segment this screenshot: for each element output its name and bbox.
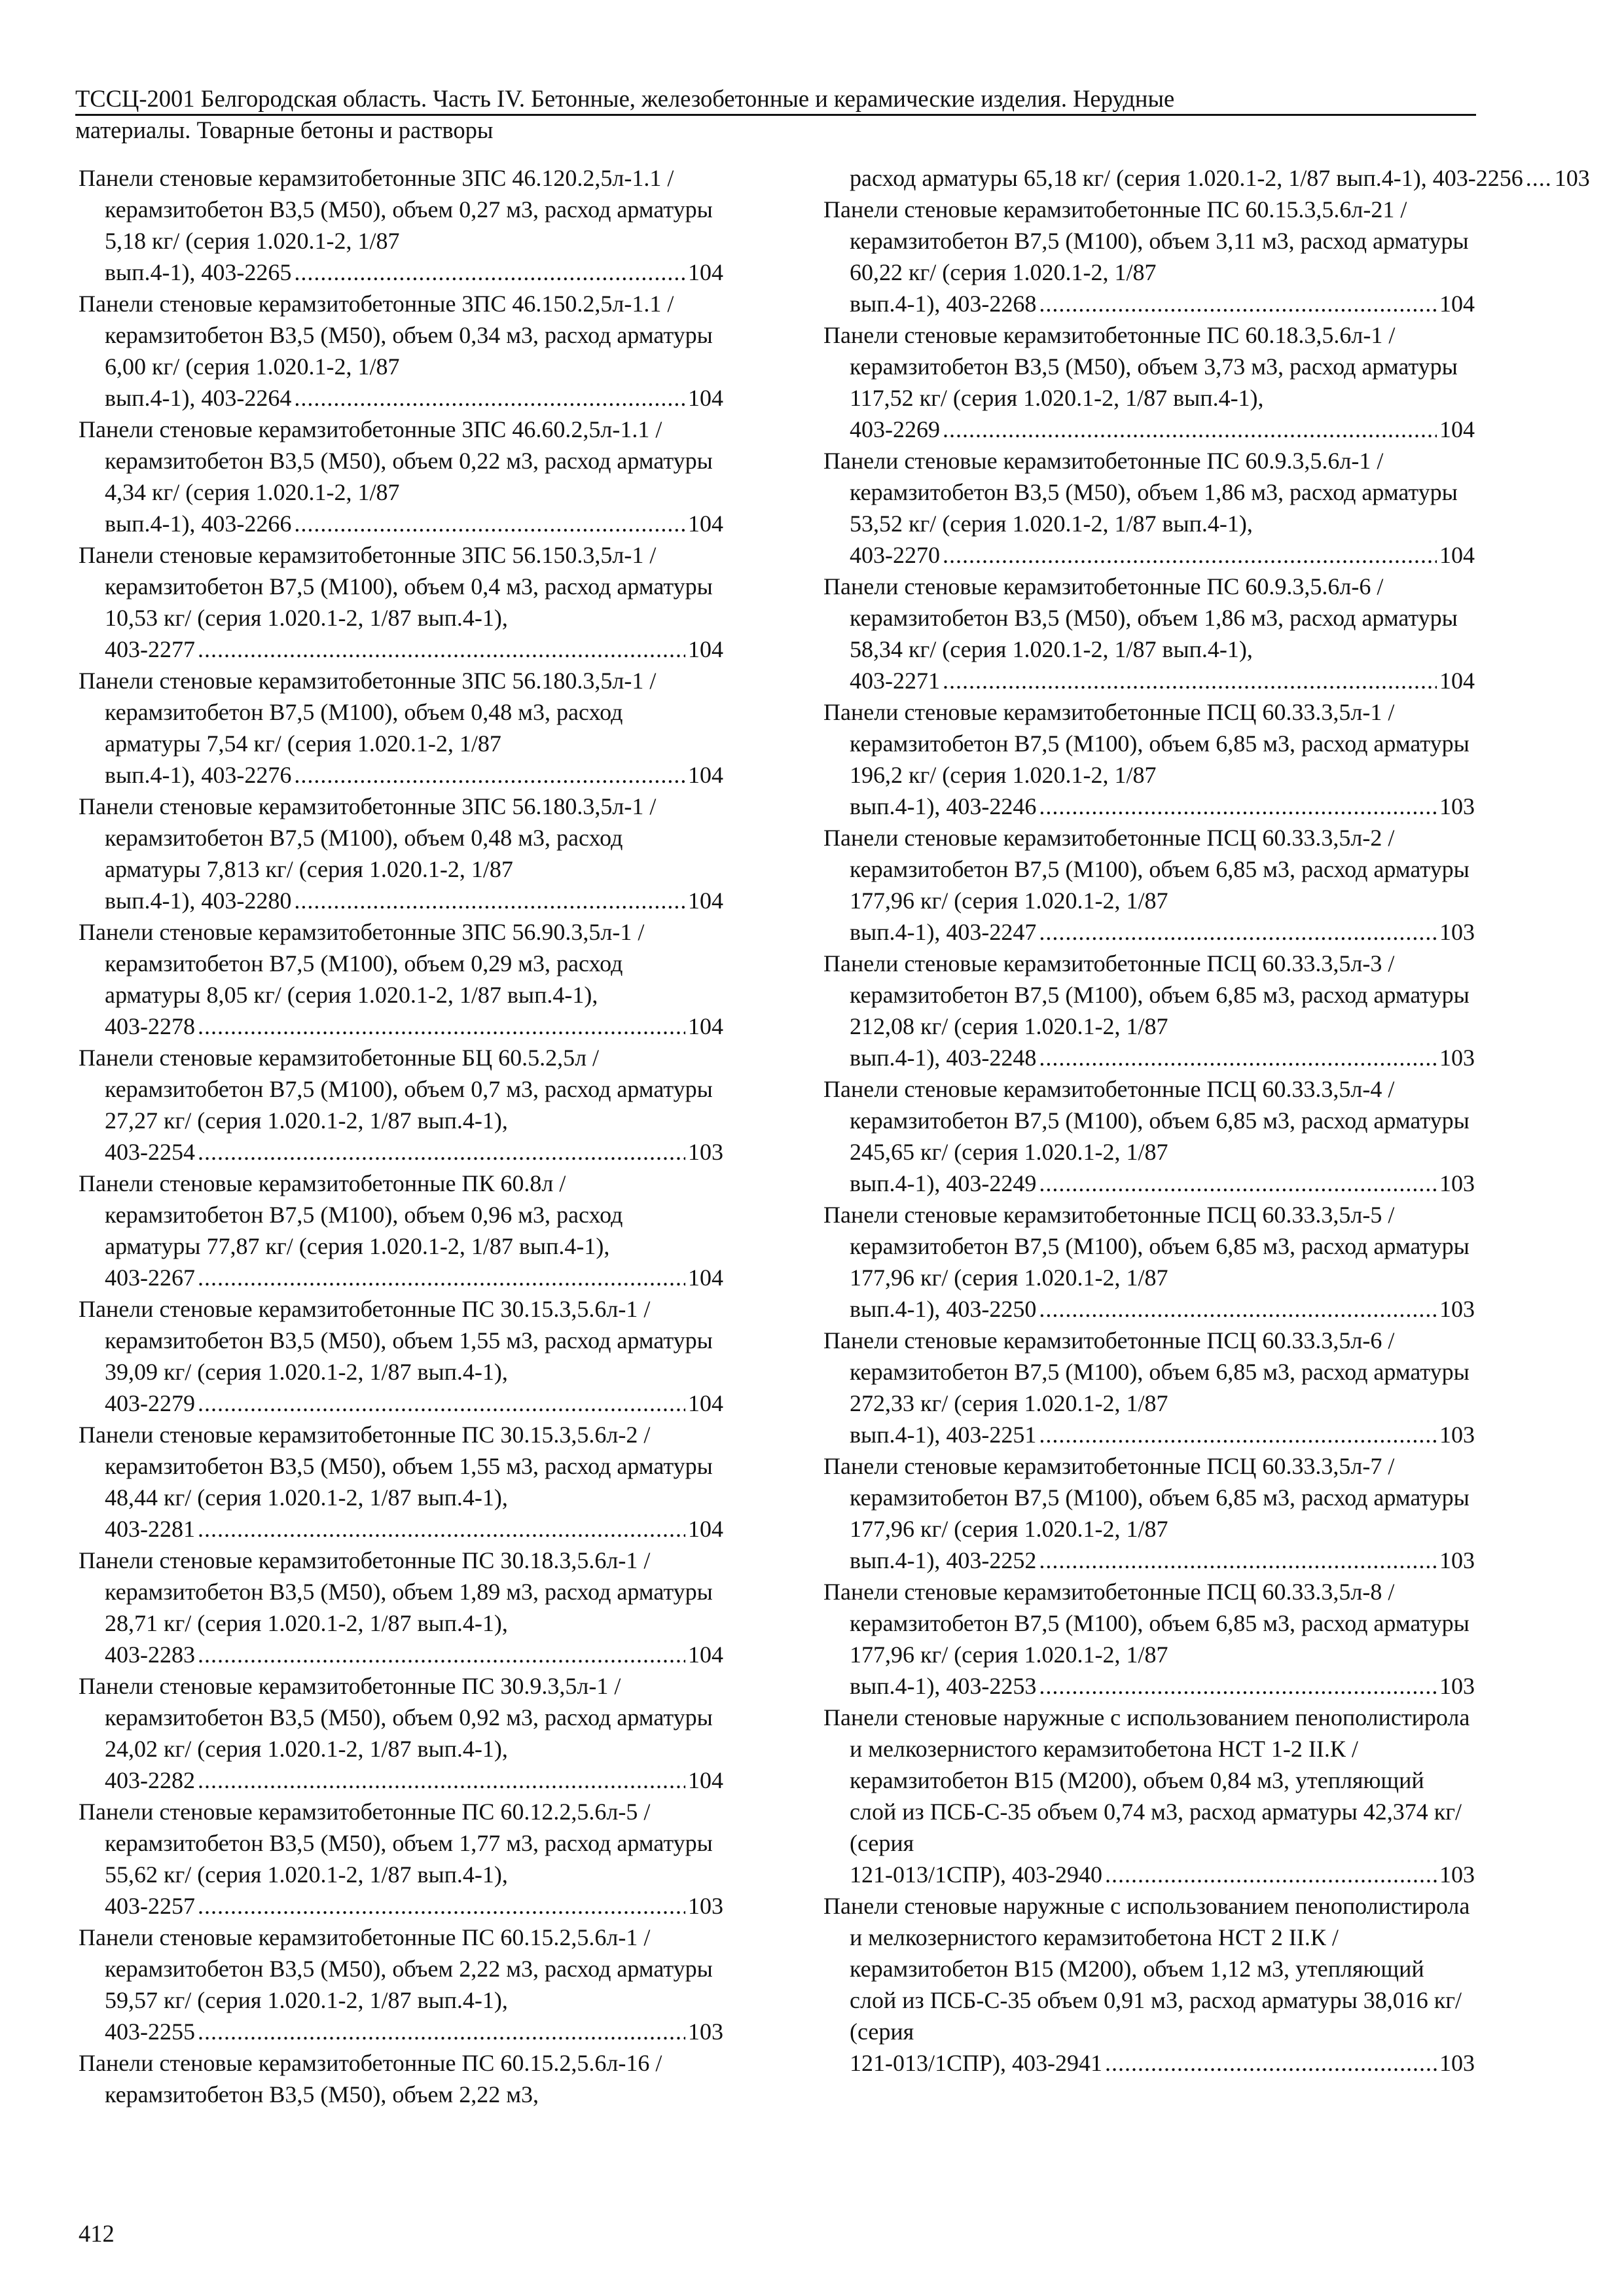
entry-code: вып.4-1), 403-2268 <box>850 291 1037 317</box>
dot-leader <box>1039 288 1437 319</box>
entry-code: 403-2269 <box>850 416 940 442</box>
entry-description: Панели стеновые керамзитобетонные ПС 30.18.3,5.6л-1 /керамзитобетон В3,5 (М50), объем 1,89 м3, расход арматуры 28,71 кг/ (серия 1.020.1-2, 1/87 вып.4-1), <box>79 1547 713 1636</box>
entry-description: Панели стеновые керамзитобетонные ПСЦ 60.33.3,5л-6 /керамзитобетон В7,5 (М100), объем 6,85 м3, расход арматуры 272,33 кг/ (серия 1.020.1-2, 1/87 <box>823 1327 1470 1416</box>
entry-page-number: 103 <box>1439 1170 1475 1196</box>
entry-code: вып.4-1), 403-2253 <box>850 1673 1037 1699</box>
entry-page-number: 104 <box>688 511 723 537</box>
index-entry <box>823 1199 1475 1325</box>
index-entry <box>823 194 1475 319</box>
entry-page-number: 104 <box>688 1641 723 1668</box>
entry-page-number: 104 <box>1439 291 1475 317</box>
entry-description: Панели стеновые керамзитобетонные ПС 60.9.3,5.6л-1 /керамзитобетон В3,5 (М50), объем 1,86 м3, расход арматуры 53,52 кг/ (серия 1.020.1-2, 1/87 вып.4-1), <box>823 448 1458 537</box>
entry-code: вып.4-1), 403-2249 <box>850 1170 1037 1196</box>
entry-page-number: 104 <box>688 385 723 411</box>
entry-description: Панели стеновые керамзитобетонные 3ПС 46.60.2,5л-1.1 /керамзитобетон В3,5 (М50), объем 0,22 м3, расход арматуры 4,34 кг/ (серия 1.020.1-2, 1/87 <box>79 416 713 505</box>
entry-page-number: 103 <box>688 1893 723 1919</box>
entry-page-number: 104 <box>688 636 723 662</box>
index-entry <box>79 1293 723 1419</box>
entry-page-number: 104 <box>688 1390 723 1416</box>
entry-code: 403-2271 <box>850 668 940 694</box>
dot-leader <box>1105 2047 1437 2079</box>
entry-description: Панели стеновые керамзитобетонные 3ПС 56.90.3,5л-1 /керамзитобетон В7,5 (М100), объем 0,29 м3, расход арматуры 8,05 кг/ (серия 1.020.1-2, 1/87 вып.4-1), <box>79 919 645 1008</box>
entry-page-number: 103 <box>688 2018 723 2045</box>
entry-code: вып.4-1), 403-2266 <box>105 511 292 537</box>
entry-description: Панели стеновые керамзитобетонные ПС 30.15.3,5.6л-1 /керамзитобетон В3,5 (М50), объем 1,55 м3, расход арматуры 39,09 кг/ (серия 1.020.1-2, 1/87 вып.4-1), <box>79 1296 713 1385</box>
entry-code: 403-2277 <box>105 636 195 662</box>
entry-description: Панели стеновые керамзитобетонные 3ПС 46.150.2,5л-1.1 /керамзитобетон В3,5 (М50), объем 0,34 м3, расход арматуры 6,00 кг/ (серия 1.020.1-2, 1/87 <box>79 291 713 380</box>
entry-description: Панели стеновые керамзитобетонные ПС 60.9.3,5.6л-6 /керамзитобетон В3,5 (М50), объем 1,86 м3, расход арматуры 58,34 кг/ (серия 1.020.1-2, 1/87 вып.4-1), <box>823 573 1458 662</box>
index-entry <box>79 162 723 288</box>
dot-leader <box>1039 1293 1437 1325</box>
entry-page-number: 104 <box>688 888 723 914</box>
index-entry <box>79 1796 723 1922</box>
entry-code: расход арматуры 65,18 кг/ (серия 1.020.1-2, 1/87 вып.4-1), 403-2256 <box>850 165 1523 191</box>
entry-page-number: 104 <box>688 259 723 285</box>
entry-code: вып.4-1), 403-2246 <box>850 793 1037 819</box>
entry-code: вып.4-1), 403-2265 <box>105 259 292 285</box>
entry-code: 403-2283 <box>105 1641 195 1668</box>
dot-leader <box>198 1765 685 1796</box>
entry-code: 121-013/1СПР), 403-2940 <box>850 1861 1102 1888</box>
entry-code: вып.4-1), 403-2247 <box>850 919 1037 945</box>
index-entry <box>79 1922 723 2047</box>
entry-code: 121-013/1СПР), 403-2941 <box>850 2050 1102 2076</box>
entry-description: Панели стеновые керамзитобетонные ПСЦ 60.33.3,5л-3 /керамзитобетон В7,5 (М100), объем 6,85 м3, расход арматуры 212,08 кг/ (серия 1.020.1-2, 1/87 <box>823 950 1470 1039</box>
running-header-subtitle: материалы. Товарные бетоны и растворы <box>75 117 494 143</box>
page-number: 412 <box>79 2220 115 2247</box>
dot-leader <box>294 885 685 916</box>
dot-leader <box>943 414 1437 445</box>
index-entry <box>79 1670 723 1796</box>
index-entry <box>823 162 1590 194</box>
index-entry <box>79 2047 723 2110</box>
entry-description: Панели стеновые керамзитобетонные 3ПС 56.180.3,5л-1 /керамзитобетон В7,5 (М100), объем 0,48 м3, расход арматуры 7,54 кг/ (серия 1.020.1-2, 1/87 <box>79 668 657 757</box>
entry-code: вып.4-1), 403-2280 <box>105 888 292 914</box>
entry-code: 403-2257 <box>105 1893 195 1919</box>
index-entry <box>79 916 723 1042</box>
entry-description: Панели стеновые керамзитобетонные 3ПС 46.120.2,5л-1.1 /керамзитобетон В3,5 (М50), объем 0,27 м3, расход арматуры 5,18 кг/ (серия 1.020.1-2, 1/87 <box>79 165 713 254</box>
entry-code: 403-2278 <box>105 1013 195 1039</box>
entry-code: 403-2281 <box>105 1516 195 1542</box>
index-entry <box>823 571 1475 696</box>
dot-leader <box>198 1513 685 1545</box>
entry-page-number: 103 <box>1439 1045 1475 1071</box>
entry-description: Панели стеновые керамзитобетонные ПС 30.9.3,5л-1 /керамзитобетон В3,5 (М50), объем 0,92 м3, расход арматуры 24,02 кг/ (серия 1.020.1-2, 1/87 вып.4-1), <box>79 1673 713 1762</box>
dot-leader <box>943 539 1437 571</box>
entry-page-number: 104 <box>1439 416 1475 442</box>
entry-page-number: 103 <box>1439 2050 1475 2076</box>
entry-description: Панели стеновые керамзитобетонные БЦ 60.5.2,5л /керамзитобетон В7,5 (М100), объем 0,7 м3, расход арматуры 27,27 кг/ (серия 1.020.1-2, 1/87 вып.4-1), <box>79 1045 713 1134</box>
index-entry <box>79 1419 723 1545</box>
entry-description: Панели стеновые керамзитобетонные ПС 60.15.2,5.6л-16 /керамзитобетон В3,5 (М50), объем 2,22 м3, <box>79 2050 662 2108</box>
entry-description: Панели стеновые керамзитобетонные ПС 30.15.3,5.6л-2 /керамзитобетон В3,5 (М50), объем 1,55 м3, расход арматуры 48,44 кг/ (серия 1.020.1-2, 1/87 вып.4-1), <box>79 1422 713 1511</box>
entry-description: Панели стеновые наружные с использованием пенополистирола и мелкозернистого керамзитобетона НСТ 1-2 II.К /керамзитобетон В15 (М200), объем 0,84 м3, утепляющий слой из ПСБ-С-35 объем 0,74 м3, расход арматуры 42,374 кг/ (серия <box>823 1704 1470 1856</box>
dot-leader <box>198 634 685 665</box>
entry-page-number: 104 <box>688 1013 723 1039</box>
entry-description: Панели стеновые керамзитобетонные ПС 60.15.2,5.6л-1 /керамзитобетон В3,5 (М50), объем 2,22 м3, расход арматуры 59,57 кг/ (серия 1.020.1-2, 1/87 вып.4-1), <box>79 1924 713 2013</box>
dot-leader <box>198 1011 685 1042</box>
dot-leader <box>1039 1042 1437 1073</box>
entry-code: 403-2254 <box>105 1139 195 1165</box>
dot-leader <box>294 257 685 288</box>
entry-description: Панели стеновые керамзитобетонные ПСЦ 60.33.3,5л-8 /керамзитобетон В7,5 (М100), объем 6,85 м3, расход арматуры 177,96 кг/ (серия 1.020.1-2, 1/87 <box>823 1579 1470 1668</box>
entry-page-number: 103 <box>1439 919 1475 945</box>
index-entry <box>79 665 723 791</box>
entry-page-number: 104 <box>688 762 723 788</box>
dot-leader <box>294 759 685 791</box>
entry-description: Панели стеновые керамзитобетонные ПСЦ 60.33.3,5л-2 /керамзитобетон В7,5 (М100), объем 6,85 м3, расход арматуры 177,96 кг/ (серия 1.020.1-2, 1/87 <box>823 825 1470 914</box>
index-entry <box>823 1702 1475 1890</box>
entry-page-number: 104 <box>1439 668 1475 694</box>
index-entry <box>823 1073 1475 1199</box>
index-entry <box>79 1042 723 1168</box>
entry-code: вып.4-1), 403-2251 <box>850 1422 1037 1448</box>
entry-description: Панели стеновые керамзитобетонные ПСЦ 60.33.3,5л-1 /керамзитобетон В7,5 (М100), объем 6,85 м3, расход арматуры 196,2 кг/ (серия 1.020.1-2, 1/87 <box>823 699 1470 788</box>
entry-page-number: 104 <box>688 1265 723 1291</box>
entry-code: 403-2279 <box>105 1390 195 1416</box>
running-header: ТССЦ-2001 Белгородская область. Часть IV. Бетонные, железобетонные и керамические изделия. Нерудные <box>75 84 1476 116</box>
entry-code: вып.4-1), 403-2276 <box>105 762 292 788</box>
entry-description: Панели стеновые керамзитобетонные ПС 60.12.2,5.6л-5 /керамзитобетон В3,5 (М50), объем 1,77 м3, расход арматуры 55,62 кг/ (серия 1.020.1-2, 1/87 вып.4-1), <box>79 1799 713 1888</box>
index-entry <box>79 791 723 916</box>
dot-leader <box>198 2016 685 2047</box>
entry-description: Панели стеновые керамзитобетонные 3ПС 56.180.3,5л-1 /керамзитобетон В7,5 (М100), объем 0,48 м3, расход арматуры 7,813 кг/ (серия 1.020.1-2, 1/87 <box>79 793 657 882</box>
entry-page-number: 104 <box>1439 542 1475 568</box>
entry-page-number: 103 <box>1439 793 1475 819</box>
dot-leader <box>294 508 685 539</box>
entry-code: 403-2270 <box>850 542 940 568</box>
entry-page-number: 103 <box>1554 165 1590 191</box>
dot-leader <box>1039 791 1437 822</box>
index-entry <box>79 1168 723 1293</box>
dot-leader <box>1039 1419 1437 1450</box>
dot-leader <box>1526 162 1552 194</box>
index-column-left <box>79 162 723 2110</box>
dot-leader <box>294 382 685 414</box>
index-entry <box>79 1545 723 1670</box>
entry-code: вып.4-1), 403-2264 <box>105 385 292 411</box>
entry-description: Панели стеновые керамзитобетонные ПСЦ 60.33.3,5л-4 /керамзитобетон В7,5 (М100), объем 6,85 м3, расход арматуры 245,65 кг/ (серия 1.020.1-2, 1/87 <box>823 1076 1470 1165</box>
entry-code: вып.4-1), 403-2252 <box>850 1547 1037 1573</box>
index-entry <box>79 288 723 414</box>
dot-leader <box>1039 1168 1437 1199</box>
dot-leader <box>198 1136 685 1168</box>
index-entry <box>823 445 1475 571</box>
index-entry <box>79 414 723 539</box>
entry-code: вып.4-1), 403-2250 <box>850 1296 1037 1322</box>
entry-description: Панели стеновые наружные с использованием пенополистирола и мелкозернистого керамзитобетона НСТ 2 II.К /керамзитобетон В15 (М200), объем 1,12 м3, утепляющий слой из ПСБ-С-35 объем 0,91 м3, расход арматуры 38,016 кг/ (серия <box>823 1893 1470 2045</box>
dot-leader <box>198 1639 685 1670</box>
entry-code: 403-2267 <box>105 1265 195 1291</box>
entry-description: Панели стеновые керамзитобетонные ПК 60.8л /керамзитобетон В7,5 (М100), объем 0,96 м3, расход арматуры 77,87 кг/ (серия 1.020.1-2, 1/87 вып.4-1), <box>79 1170 623 1259</box>
index-column-right <box>823 162 1590 2079</box>
index-entry <box>823 1576 1475 1702</box>
entry-page-number: 103 <box>1439 1422 1475 1448</box>
entry-description: Панели стеновые керамзитобетонные ПС 60.18.3,5.6л-1 /керамзитобетон В3,5 (М50), объем 3,73 м3, расход арматуры 117,52 кг/ (серия 1.020.1-2, 1/87 вып.4-1), <box>823 322 1458 411</box>
entry-code: 403-2255 <box>105 2018 195 2045</box>
entry-page-number: 103 <box>1439 1296 1475 1322</box>
index-entry <box>823 1450 1475 1576</box>
dot-leader <box>943 665 1437 696</box>
entry-page-number: 103 <box>1439 1547 1475 1573</box>
index-entry <box>823 822 1475 948</box>
entry-page-number: 104 <box>688 1516 723 1542</box>
dot-leader <box>1039 1545 1437 1576</box>
entry-description: Панели стеновые керамзитобетонные ПС 60.15.3,5.6л-21 /керамзитобетон В7,5 (М100), объем 3,11 м3, расход арматуры 60,22 кг/ (серия 1.020.1-2, 1/87 <box>823 196 1469 285</box>
dot-leader <box>1039 1670 1437 1702</box>
entry-description: Панели стеновые керамзитобетонные ПСЦ 60.33.3,5л-7 /керамзитобетон В7,5 (М100), объем 6,85 м3, расход арматуры 177,96 кг/ (серия 1.020.1-2, 1/87 <box>823 1453 1470 1542</box>
entry-description: Панели стеновые керамзитобетонные ПСЦ 60.33.3,5л-5 /керамзитобетон В7,5 (М100), объем 6,85 м3, расход арматуры 177,96 кг/ (серия 1.020.1-2, 1/87 <box>823 1202 1470 1291</box>
dot-leader <box>1105 1859 1437 1890</box>
entry-page-number: 104 <box>688 1767 723 1793</box>
index-entry <box>823 319 1475 445</box>
index-entry <box>823 1325 1475 1450</box>
index-entry <box>823 1890 1475 2079</box>
dot-leader <box>198 1262 685 1293</box>
index-entry <box>79 539 723 665</box>
entry-page-number: 103 <box>688 1139 723 1165</box>
index-entry <box>823 696 1475 822</box>
index-entry <box>823 948 1475 1073</box>
dot-leader <box>198 1890 685 1922</box>
dot-leader <box>198 1388 685 1419</box>
entry-page-number: 103 <box>1439 1673 1475 1699</box>
entry-page-number: 103 <box>1439 1861 1475 1888</box>
entry-code: вып.4-1), 403-2248 <box>850 1045 1037 1071</box>
dot-leader <box>1039 916 1437 948</box>
entry-code: 403-2282 <box>105 1767 195 1793</box>
entry-description: Панели стеновые керамзитобетонные 3ПС 56.150.3,5л-1 /керамзитобетон В7,5 (М100), объем 0,4 м3, расход арматуры 10,53 кг/ (серия 1.020.1-2, 1/87 вып.4-1), <box>79 542 713 631</box>
